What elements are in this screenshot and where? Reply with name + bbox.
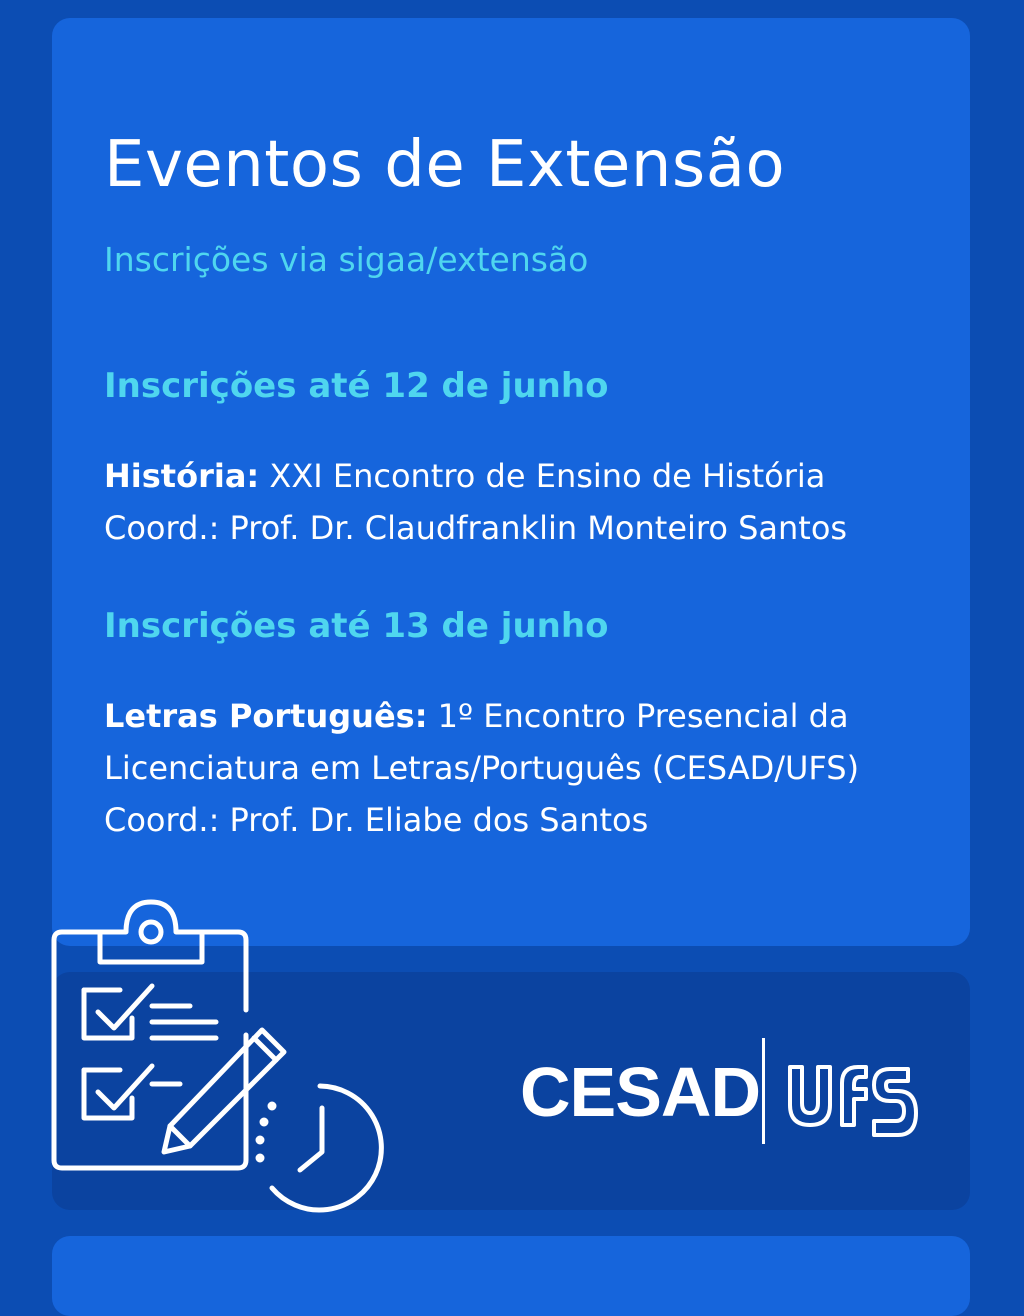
event-description (104, 690, 859, 846)
event-course: História: (104, 457, 260, 495)
event-deadline: Inscrições até 13 de junho (104, 606, 609, 646)
cesad-logo: CESAD (520, 1053, 761, 1131)
page-subtitle: Inscrições via sigaa/extensão (104, 240, 589, 279)
event-description (104, 450, 847, 554)
event-course: Letras Português: (104, 697, 428, 735)
clipboard-checklist-clock-icon (40, 890, 400, 1220)
next-card (52, 1236, 970, 1316)
event-deadline: Inscrições até 12 de junho (104, 366, 609, 406)
event-title: XXI Encontro de Ensino de História (259, 457, 826, 495)
event-title-continued: Licenciatura em Letras/Português (CESAD/UFS) (104, 749, 860, 787)
logo-divider (762, 1038, 765, 1144)
ufs-logo (780, 1055, 920, 1150)
event-coordinator: Coord.: Prof. Dr. Claudfranklin Monteiro Santos (104, 509, 848, 547)
page-title: Eventos de Extensão (104, 128, 786, 202)
event-coordinator: Coord.: Prof. Dr. Eliabe dos Santos (104, 801, 649, 839)
event-title: 1º Encontro Presencial da (427, 697, 849, 735)
